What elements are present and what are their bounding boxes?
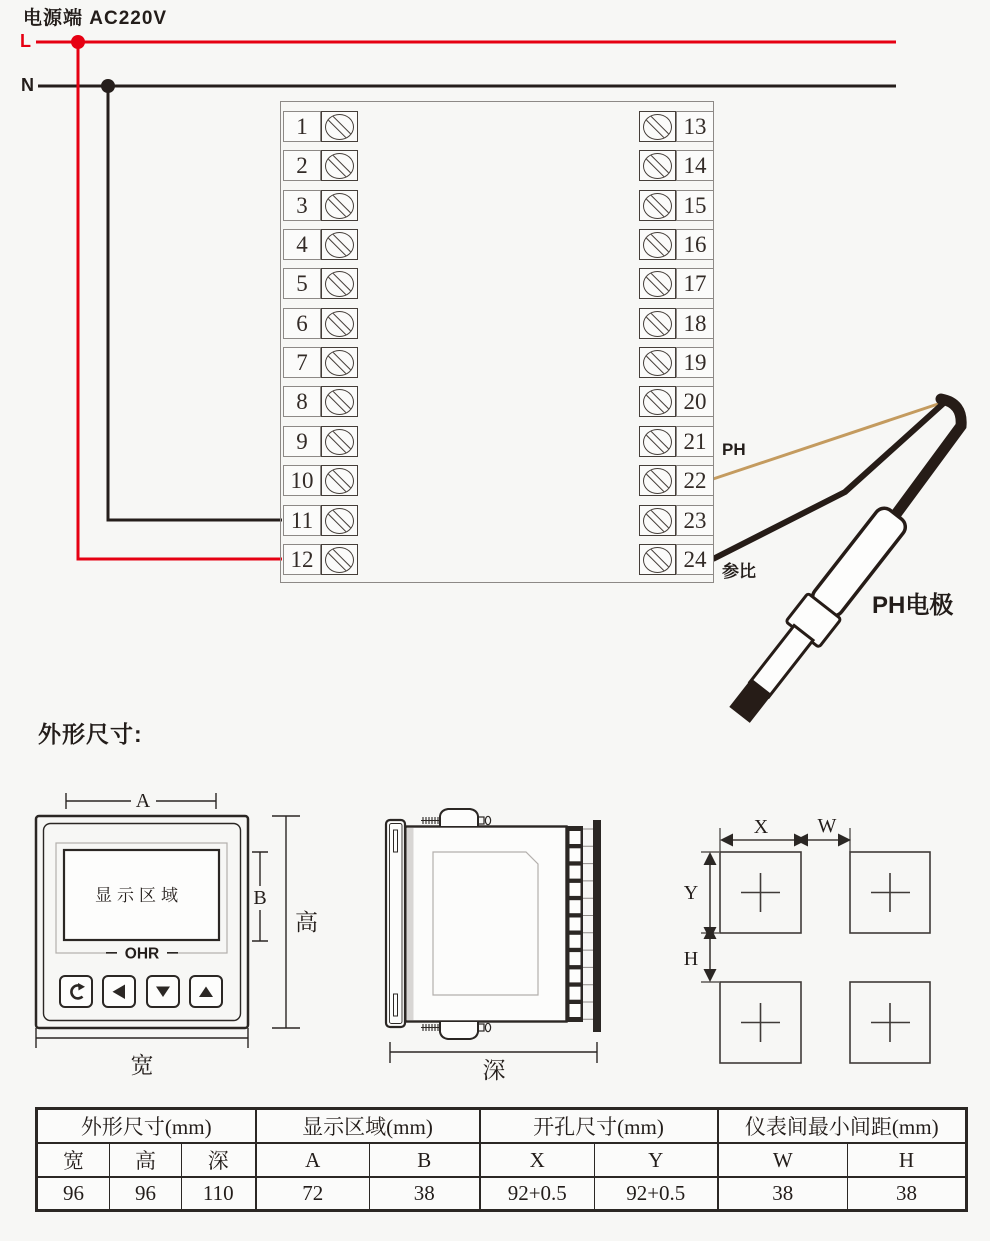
cutout-crosses <box>741 873 910 1042</box>
live-label: L <box>20 31 31 51</box>
screw-icon <box>639 347 676 378</box>
table-subheader: 宽 <box>37 1143 110 1177</box>
reference-wire-label: 参比 <box>722 562 756 581</box>
terminal-10 <box>283 465 357 496</box>
outline-dimensions-title: 外形尺寸: <box>38 721 143 747</box>
terminal-number: 8 <box>283 386 321 417</box>
screw-icon <box>639 426 676 457</box>
clamp-top <box>440 809 478 826</box>
dim-h-label: H <box>683 948 699 970</box>
dimensions-table <box>35 1107 968 1212</box>
table-group-header: 外形尺寸(mm) <box>37 1109 256 1144</box>
table-value: 96 <box>37 1177 110 1211</box>
terminal-8 <box>283 386 357 417</box>
terminal-number: 6 <box>283 308 321 339</box>
side-rear-bar <box>593 820 601 1032</box>
display-area-label: 显示区域 <box>95 886 183 905</box>
terminal-number: 22 <box>676 465 714 496</box>
table-value: 96 <box>110 1177 182 1211</box>
terminal-number: 14 <box>676 150 714 181</box>
terminal-9 <box>283 426 357 457</box>
terminal-19 <box>639 347 713 378</box>
table-value: 38 <box>370 1177 480 1211</box>
power-title: 电源端 AC220V <box>23 8 168 29</box>
screw-icon <box>639 465 676 496</box>
table-value: 92+0.5 <box>595 1177 718 1211</box>
clamp-bottom <box>440 1022 478 1039</box>
table-subheader: Y <box>595 1143 718 1177</box>
terminal-number: 7 <box>283 347 321 378</box>
terminal-24 <box>639 544 713 575</box>
terminal-3 <box>283 190 357 221</box>
table-subheader: A <box>256 1143 370 1177</box>
dim-width-line <box>36 1028 248 1048</box>
terminal-16 <box>639 229 713 260</box>
terminal-13 <box>639 111 713 142</box>
cycle-button <box>60 976 92 1007</box>
screw-icon <box>321 111 358 142</box>
screw-icon <box>639 229 676 260</box>
terminal-22 <box>639 465 713 496</box>
terminal-number: 13 <box>676 111 714 142</box>
terminal-number: 20 <box>676 386 714 417</box>
reference-cable <box>713 401 946 559</box>
terminal-4 <box>283 229 357 260</box>
terminal-number: 16 <box>676 229 714 260</box>
table-value: 38 <box>848 1177 967 1211</box>
dim-height-label: 高 <box>295 910 318 935</box>
screw-icon <box>321 505 358 536</box>
clamp-thread-top <box>421 817 439 824</box>
screw-icon <box>639 268 676 299</box>
table-value: 72 <box>256 1177 370 1211</box>
screw-icon <box>639 111 676 142</box>
terminal-23 <box>639 505 713 536</box>
dim-x-label: X <box>753 816 769 838</box>
screw-icon <box>321 150 358 181</box>
ph-wire-label: PH <box>722 440 746 459</box>
screw-icon <box>321 386 358 417</box>
side-body <box>406 827 567 1022</box>
terminal-15 <box>639 190 713 221</box>
terminal-12 <box>283 544 357 575</box>
screw-icon <box>639 150 676 181</box>
table-subheader: X <box>480 1143 595 1177</box>
ph-electrode-label: PH电极 <box>872 592 954 619</box>
terminal-5 <box>283 268 357 299</box>
screw-icon <box>639 386 676 417</box>
side-body-strip <box>407 828 414 1020</box>
terminal-number: 3 <box>283 190 321 221</box>
terminal-11 <box>283 505 357 536</box>
table-subheader: B <box>370 1143 480 1177</box>
terminal-number: 15 <box>676 190 714 221</box>
terminal-number: 1 <box>283 111 321 142</box>
terminal-number: 23 <box>676 505 714 536</box>
terminal-number: 19 <box>676 347 714 378</box>
screw-icon <box>639 190 676 221</box>
terminal-14 <box>639 150 713 181</box>
side-view-drawing <box>386 809 601 1063</box>
ohr-logo: OHR <box>124 945 160 963</box>
screw-icon <box>639 505 676 536</box>
table-group-header: 仪表间最小间距(mm) <box>718 1109 967 1144</box>
terminal-17 <box>639 268 713 299</box>
table-subheader: W <box>718 1143 848 1177</box>
front-view-drawing <box>36 793 300 1048</box>
dimension-drawings <box>0 780 990 1100</box>
screw-icon <box>321 465 358 496</box>
screw-icon <box>321 308 358 339</box>
table-subheader: 高 <box>110 1143 182 1177</box>
neutral-drop-wire <box>108 86 282 520</box>
terminal-number: 4 <box>283 229 321 260</box>
terminal-2 <box>283 150 357 181</box>
screw-icon <box>321 190 358 221</box>
terminal-21 <box>639 426 713 457</box>
terminal-1 <box>283 111 357 142</box>
terminal-number: 10 <box>283 465 321 496</box>
dim-w-label: W <box>817 815 837 837</box>
terminal-7 <box>283 347 357 378</box>
terminal-number: 21 <box>676 426 714 457</box>
terminal-number: 18 <box>676 308 714 339</box>
clamp-thread-bottom <box>421 1024 439 1031</box>
terminal-number: 11 <box>283 505 321 536</box>
table-subheader: 深 <box>182 1143 256 1177</box>
terminal-number: 12 <box>283 544 321 575</box>
table-value: 38 <box>718 1177 848 1211</box>
clamp-screw-tip-top <box>485 816 490 824</box>
screw-icon <box>321 268 358 299</box>
cutout-drawing <box>701 828 930 1063</box>
dim-a-label: A <box>135 790 151 812</box>
terminal-number: 2 <box>283 150 321 181</box>
table-group-header: 开孔尺寸(mm) <box>480 1109 718 1144</box>
dim-b-label: B <box>253 887 267 909</box>
table-subheader: H <box>848 1143 967 1177</box>
clamp-screw-tip-bottom <box>485 1023 490 1031</box>
screw-icon <box>639 544 676 575</box>
screw-icon <box>321 347 358 378</box>
terminal-18 <box>639 308 713 339</box>
screw-icon <box>321 229 358 260</box>
screw-icon <box>321 544 358 575</box>
screw-icon <box>321 426 358 457</box>
screw-icon <box>639 308 676 339</box>
terminal-6 <box>283 308 357 339</box>
dim-y-label: Y <box>683 882 699 904</box>
terminal-number: 9 <box>283 426 321 457</box>
ph-wire <box>713 400 950 479</box>
table-value: 92+0.5 <box>480 1177 595 1211</box>
dim-depth-label: 深 <box>482 1058 506 1083</box>
terminal-number: 17 <box>676 268 714 299</box>
table-group-header: 显示区域(mm) <box>256 1109 480 1144</box>
dim-width-label: 宽 <box>130 1053 154 1078</box>
table-value: 110 <box>182 1177 256 1211</box>
terminal-number: 24 <box>676 544 714 575</box>
ph-electrode-drawing <box>723 399 961 728</box>
terminal-20 <box>639 386 713 417</box>
terminal-number: 5 <box>283 268 321 299</box>
side-terminal-strip <box>567 820 601 1032</box>
neutral-label: N <box>21 75 34 95</box>
